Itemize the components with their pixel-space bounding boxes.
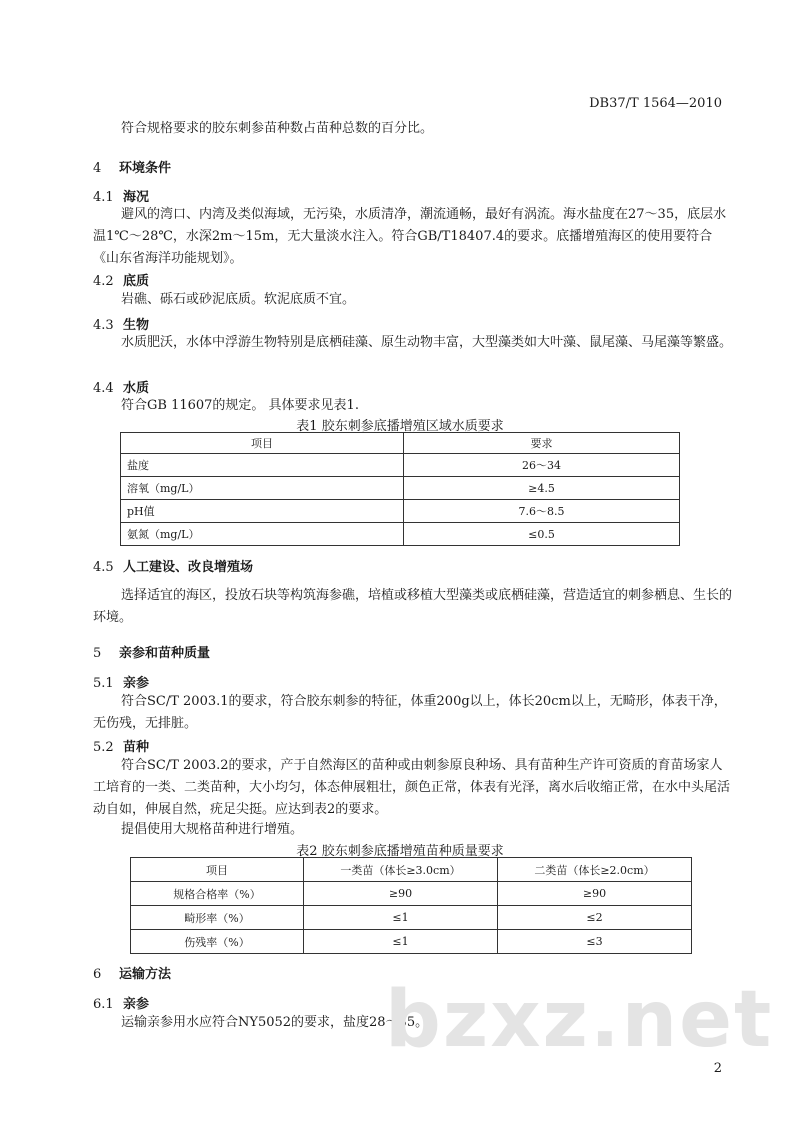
section-4-5-text: 选择适宜的海区，投放石块等构筑海参礁，培植或移植大型藻类或底栖硅藻，营造适宜的刺参栖息、生长的环境。 [93, 588, 733, 625]
section-number: 4.5 [93, 560, 114, 575]
section-title: 人工建设、改良增殖场 [123, 560, 254, 575]
table-cell: 7.6～8.5 [404, 500, 680, 523]
table-cell: 溶氧（mg/L） [121, 477, 404, 500]
section-5-2-text-2: 提倡使用大规格苗种进行增殖。 [121, 822, 304, 837]
section-4-heading [93, 157, 171, 176]
table-cell: ≤1 [304, 930, 498, 954]
column-header: 项目 [131, 858, 304, 882]
section-4-2-text: 岩礁、砾石或砂泥底质。软泥底质不宜。 [121, 292, 356, 307]
section-number: 4.1 [93, 190, 114, 205]
section-5-1-text: 符合SC/T 2003.1的要求，符合胶东刺参的特征，体重200g以上，体长20cm以上，无畸形，体表干净，无伤残，无排脏。 [93, 694, 727, 731]
section-5-1-heading [93, 672, 149, 691]
section-4-1-heading [93, 186, 149, 205]
table-cell: 畸形率（%） [131, 906, 304, 930]
section-number: 4.3 [93, 318, 114, 333]
table-cell: ≥90 [498, 882, 692, 906]
section-number: 4.4 [93, 381, 114, 396]
column-header: 二类苗（体长≥2.0cm） [498, 858, 692, 882]
table-row [121, 523, 680, 546]
section-4-4-heading [93, 377, 149, 396]
section-title: 亲参 [123, 676, 150, 691]
section-number: 6.1 [93, 997, 114, 1012]
section-5-heading [93, 642, 210, 661]
table-cell: ≤2 [498, 906, 692, 930]
section-title: 苗种 [123, 740, 150, 755]
table-row [121, 500, 680, 523]
section-title: 水质 [123, 381, 150, 396]
table-cell: 盐度 [121, 454, 404, 477]
section-title: 亲参和苗种质量 [119, 646, 211, 661]
table-cell: 26～34 [404, 454, 680, 477]
section-number: 4.2 [93, 274, 114, 289]
section-4-2-heading [93, 270, 149, 289]
section-title: 海况 [123, 190, 150, 205]
section-title: 环境条件 [119, 161, 172, 176]
seedling-quality-table [130, 857, 692, 954]
section-5-2-heading [93, 736, 149, 755]
section-title: 运输方法 [119, 967, 172, 982]
section-4-1-text: 避风的湾口、内湾及类似海域，无污染，水质清净，潮流通畅，最好有涡流。海水盐度在27～35，底层水温1℃～28℃，水深2m～15m，无大量淡水注入。符合GB/T18407.4的要求。底播增殖海区的使用要符合《山东省海洋功能规划》。 [93, 207, 727, 266]
section-title: 底质 [123, 274, 150, 289]
table-cell: ≤1 [304, 906, 498, 930]
table-1-caption: 表1 胶东刺参底播增殖区域水质要求 [296, 419, 504, 434]
column-header: 要求 [404, 433, 680, 454]
standard-number: DB37/T 1564—2010 [589, 96, 722, 111]
table-row [121, 477, 680, 500]
table-cell: ≥90 [304, 882, 498, 906]
table-cell: pH值 [121, 500, 404, 523]
section-title: 亲参 [123, 997, 150, 1012]
table-row [121, 454, 680, 477]
table-row [131, 906, 692, 930]
section-5-2-text: 符合SC/T 2003.2的要求，产于自然海区的苗种或由刺参原良种场、具有苗种生产许可资质的育苗场家人工培育的一类、二类苗种，大小均匀，体态伸展粗壮，颜色正常，体表有光泽，离水后收缩正常，在水中头尾活动自如，伸展自然，疣足尖挺。应达到表2的要求。 [93, 758, 731, 817]
section-4-4-text: 符合GB 11607的规定。 具体要求见表1. [121, 398, 359, 413]
section-number: 5.2 [93, 740, 114, 755]
table-cell: ≤3 [498, 930, 692, 954]
table-2-caption: 表2 胶东刺参底播增殖苗种质量要求 [296, 844, 504, 859]
column-header: 一类苗（体长≥3.0cm） [304, 858, 498, 882]
section-6-1-heading [93, 993, 149, 1012]
section-6-heading [93, 963, 171, 982]
page-number: 2 [713, 1061, 722, 1076]
table-cell: ≤0.5 [404, 523, 680, 546]
section-number: 5 [93, 646, 102, 661]
section-4-3-text: 水质肥沃，水体中浮游生物特别是底栖硅藻、原生动物丰富，大型藻类如大叶藻、鼠尾藻、马尾藻等繁盛。 [121, 335, 733, 350]
section-6-1-text: 运输亲参用水应符合NY5052的要求，盐度28～35。 [121, 1015, 429, 1030]
table-cell: 氨氮（mg/L） [121, 523, 404, 546]
intro-paragraph: 符合规格要求的胶东刺参苗种数占苗种总数的百分比。 [121, 121, 434, 136]
watermark: bzxz.net [385, 975, 774, 1065]
table-row [131, 882, 692, 906]
table-cell: 规格合格率（%） [131, 882, 304, 906]
table-cell: ≥4.5 [404, 477, 680, 500]
column-header: 项目 [121, 433, 404, 454]
section-title: 生物 [123, 318, 150, 333]
table-header-row [121, 433, 680, 454]
table-row [131, 930, 692, 954]
section-4-3-heading [93, 314, 149, 333]
table-header-row [131, 858, 692, 882]
section-number: 4 [93, 161, 102, 176]
section-number: 5.1 [93, 676, 114, 691]
table-cell: 伤残率（%） [131, 930, 304, 954]
section-number: 6 [93, 967, 102, 982]
section-4-5-heading [93, 556, 253, 575]
water-quality-table [120, 432, 680, 546]
